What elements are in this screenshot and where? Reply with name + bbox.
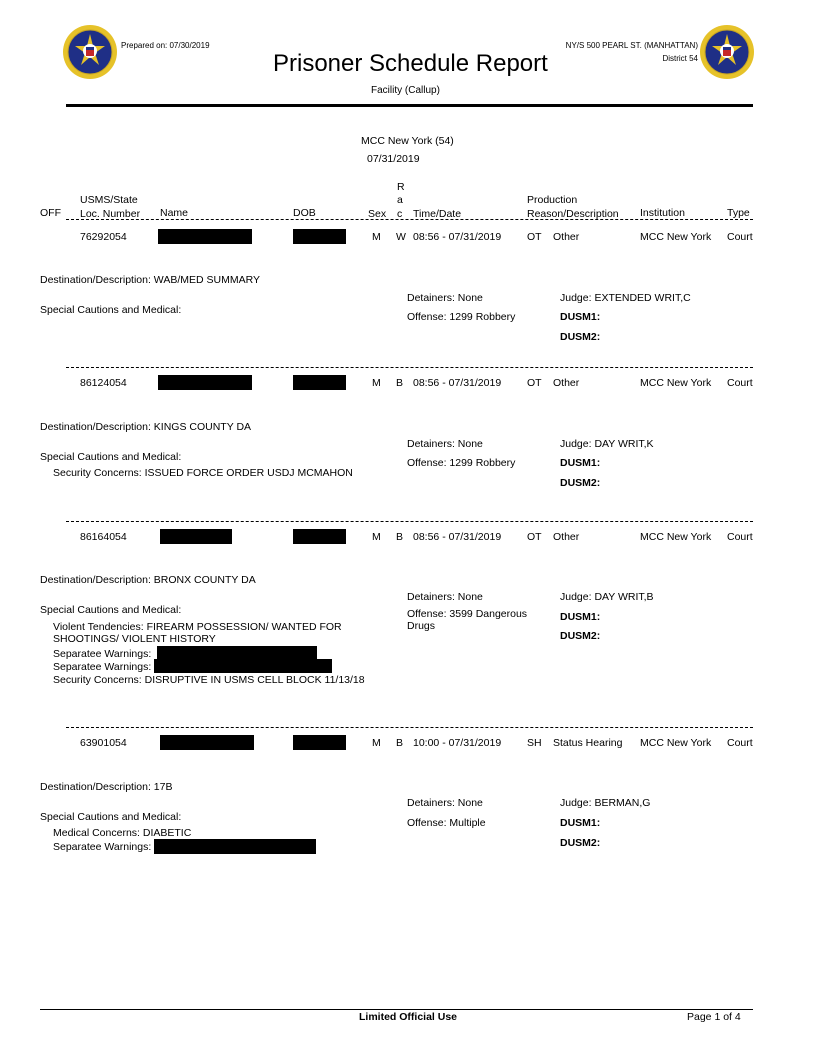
col-name: Name: [160, 207, 189, 219]
marshals-seal-right-icon: [699, 24, 755, 80]
record-4-usms: 63901054: [80, 737, 127, 749]
record-4-type: Court: [727, 737, 753, 749]
record-2-judge: Judge: DAY WRIT,K: [560, 438, 654, 450]
col-usms-line2: Loc. Number: [80, 208, 141, 220]
header-dashed-rule: [66, 219, 753, 220]
record-1-race: W: [396, 231, 406, 243]
record-2-reason: Other: [553, 377, 580, 389]
footer-rule: [40, 1009, 753, 1010]
record-4-offense: Offense: Multiple: [407, 817, 486, 829]
record-2-dob-redaction: [293, 375, 346, 390]
record-1-offense: Offense: 1299 Robbery: [407, 311, 516, 323]
record-1-institution: MCC New York: [640, 231, 712, 243]
record-1-sex: M: [372, 231, 381, 243]
record-1-time-date: 08:56 - 07/31/2019: [413, 231, 502, 243]
record-3-separatee-redaction-1: [157, 646, 317, 660]
record-4-dusm2: DUSM2:: [560, 837, 601, 849]
record-3-caution-2: Separatee Warnings:: [53, 648, 152, 660]
header-rule: [66, 104, 753, 107]
record-4-code: SH: [527, 737, 542, 749]
record-3-dusm1: DUSM1:: [560, 611, 601, 623]
record-2-type: Court: [727, 377, 753, 389]
record-3-dob-redaction: [293, 529, 346, 544]
col-dob: DOB: [293, 207, 316, 219]
record-3-caution-1: Violent Tendencies: FIREARM POSSESSION/ WANTED FOR SHOOTINGS/ VIOLENT HISTORY: [53, 621, 342, 645]
record-1-dusm2: DUSM2:: [560, 331, 601, 343]
record-1-name-redaction: [158, 229, 252, 244]
footer-page-number: Page 1 of 4: [687, 1011, 741, 1023]
record-4-name-redaction: [160, 735, 254, 750]
record-2-race: B: [396, 377, 404, 389]
record-3-offense: Offense: 3599 Dangerous Drugs: [407, 608, 528, 632]
record-3-special-label: Special Cautions and Medical:: [40, 604, 182, 616]
record-3-dusm2: DUSM2:: [560, 630, 601, 642]
record-2-special-label: Special Cautions and Medical:: [40, 451, 182, 463]
record-3-destination: Destination/Description: BRONX COUNTY DA: [40, 574, 256, 586]
col-race-a: a: [397, 194, 403, 206]
record-3-detainers: Detainers: None: [407, 591, 483, 603]
record-4-dusm1: DUSM1:: [560, 817, 601, 829]
record-2-destination: Destination/Description: KINGS COUNTY DA: [40, 421, 252, 433]
record-3-code: OT: [527, 531, 542, 543]
col-type: Type: [727, 207, 750, 219]
record-4-special-label: Special Cautions and Medical:: [40, 811, 182, 823]
record-4-detainers: Detainers: None: [407, 797, 483, 809]
col-usms-line1: USMS/State: [80, 194, 138, 206]
facility-name: MCC New York (54): [361, 135, 454, 147]
record-4-race: B: [396, 737, 404, 749]
record-2-sex: M: [372, 377, 381, 389]
record-4-destination: Destination/Description: 17B: [40, 781, 173, 793]
record-2-institution: MCC New York: [640, 377, 712, 389]
col-production-line2: Reason/Description: [527, 208, 619, 220]
record-1-special-label: Special Cautions and Medical:: [40, 304, 182, 316]
record-2-time-date: 08:56 - 07/31/2019: [413, 377, 502, 389]
record-2-dusm1: DUSM1:: [560, 457, 601, 469]
record-3-caution-4: Security Concerns: DISRUPTIVE IN USMS CELL BLOCK 11/13/18: [53, 674, 365, 686]
record-3-race: B: [396, 531, 404, 543]
record-1-separator: [66, 367, 753, 368]
record-1-code: OT: [527, 231, 542, 243]
office-address: NY/S 500 PEARL ST. (MANHATTAN): [565, 41, 698, 50]
record-1-destination: Destination/Description: WAB/MED SUMMARY: [40, 274, 260, 286]
footer-classification: Limited Official Use: [359, 1011, 458, 1023]
record-1-usms: 76292054: [80, 231, 127, 243]
record-3-name-redaction: [160, 529, 232, 544]
record-3-institution: MCC New York: [640, 531, 712, 543]
district-label: District 54: [662, 54, 698, 63]
record-1-type: Court: [727, 231, 753, 243]
record-1-detainers: Detainers: None: [407, 292, 483, 304]
record-4-judge: Judge: BERMAN,G: [560, 797, 651, 809]
record-2-usms: 86124054: [80, 377, 127, 389]
record-1-dob-redaction: [293, 229, 346, 244]
record-3-caution-3: Separatee Warnings:: [53, 661, 152, 673]
col-production-line1: Production: [527, 194, 578, 206]
record-1-dusm1: DUSM1:: [560, 311, 601, 323]
record-4-caution-2: Separatee Warnings:: [53, 841, 152, 853]
col-race-r: R: [397, 181, 405, 193]
prepared-on: Prepared on: 07/30/2019: [121, 41, 210, 50]
record-2-detainers: Detainers: None: [407, 438, 483, 450]
record-4-reason: Status Hearing: [553, 737, 623, 749]
record-4-sex: M: [372, 737, 381, 749]
record-3-judge: Judge: DAY WRIT,B: [560, 591, 654, 603]
record-3-separator: [66, 727, 753, 728]
record-2-offense: Offense: 1299 Robbery: [407, 457, 516, 469]
col-off: OFF: [40, 207, 61, 219]
record-4-separatee-redaction: [154, 839, 316, 854]
record-3-reason: Other: [553, 531, 580, 543]
col-time-date: Time/Date: [413, 208, 462, 220]
record-2-code: OT: [527, 377, 542, 389]
report-title: Prisoner Schedule Report: [273, 50, 548, 77]
col-institution: Institution: [640, 207, 685, 219]
record-2-dusm2: DUSM2:: [560, 477, 601, 489]
marshals-seal-left-icon: [62, 24, 118, 80]
col-race-c: c: [397, 208, 403, 220]
record-3-sex: M: [372, 531, 381, 543]
record-4-dob-redaction: [293, 735, 346, 750]
record-3-separatee-redaction-2: [154, 659, 332, 673]
record-4-caution-1: Medical Concerns: DIABETIC: [53, 827, 192, 839]
col-sex: Sex: [368, 208, 387, 220]
record-1-reason: Other: [553, 231, 580, 243]
record-2-name-redaction: [158, 375, 252, 390]
facility-date: 07/31/2019: [367, 153, 420, 165]
record-4-institution: MCC New York: [640, 737, 712, 749]
record-3-usms: 86164054: [80, 531, 127, 543]
record-3-time-date: 08:56 - 07/31/2019: [413, 531, 502, 543]
record-4-time-date: 10:00 - 07/31/2019: [413, 737, 502, 749]
record-3-type: Court: [727, 531, 753, 543]
record-2-caution-1: Security Concerns: ISSUED FORCE ORDER USDJ MCMAHON: [53, 467, 353, 479]
record-1-judge: Judge: EXTENDED WRIT,C: [560, 292, 691, 304]
report-subtitle: Facility (Callup): [371, 85, 440, 96]
record-2-separator: [66, 521, 753, 522]
